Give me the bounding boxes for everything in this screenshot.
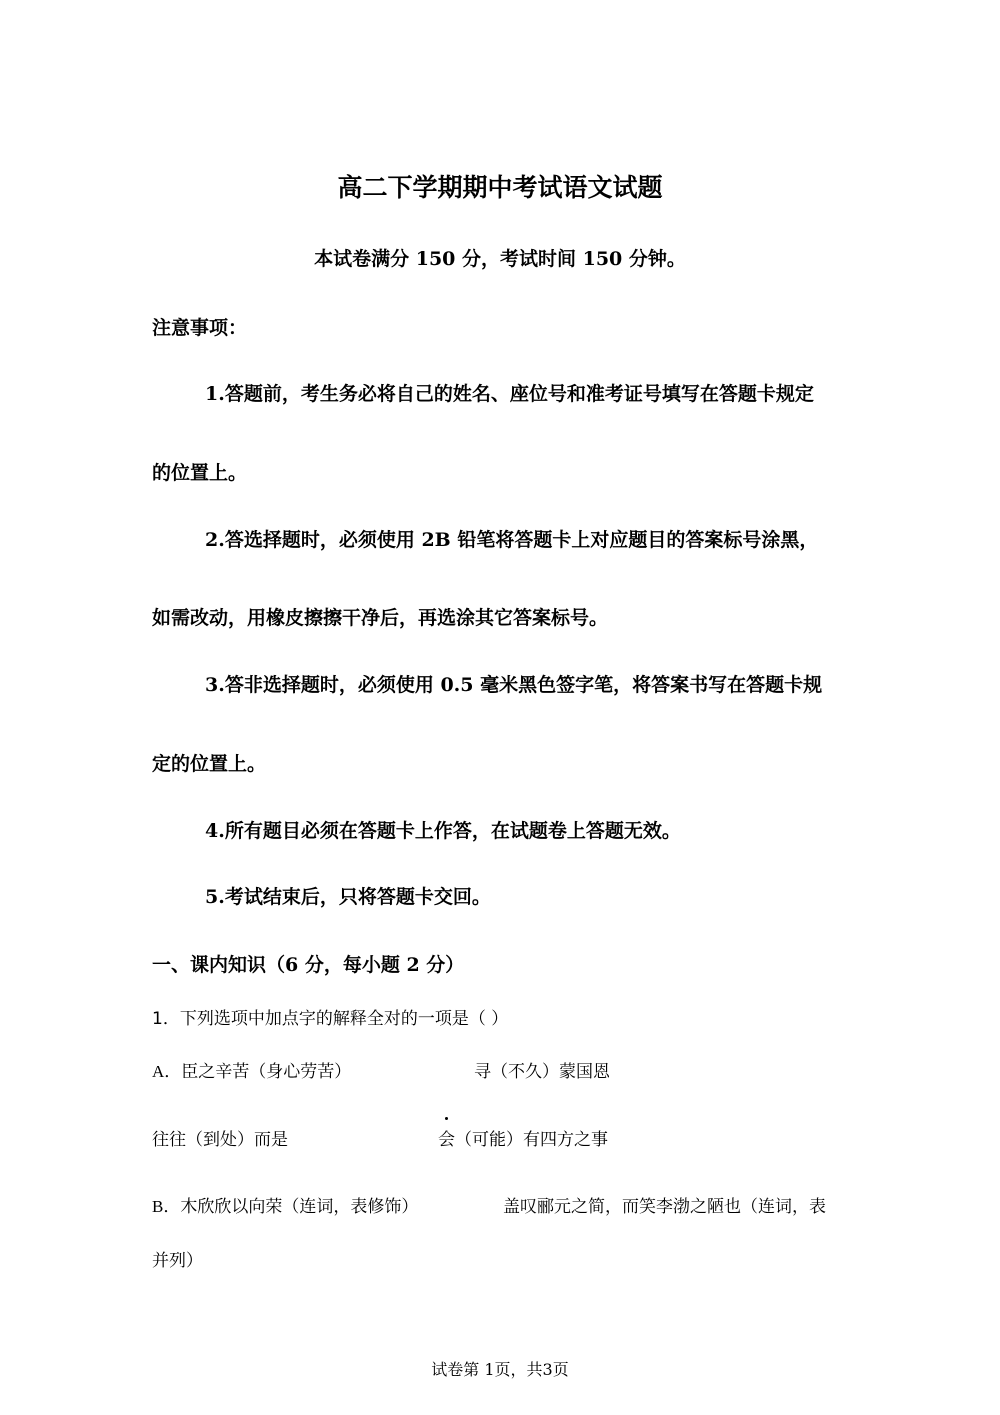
dotted-word: 而: [622, 1197, 639, 1217]
notice-item-2: 2.答选择题时，必须使用 2B 铅笔将答题卡上对应题目的答案标号涂黑，: [205, 529, 819, 551]
dotted-word: 会: [438, 1125, 455, 1150]
option-b-part1: [152, 1192, 418, 1217]
page-title: 高二下学期期中考试语文试题: [337, 173, 663, 202]
dotted-word: 辛苦: [215, 1062, 250, 1082]
question-stem: 1．下列选项中加点字的解释全对的一项是（ ）: [152, 1009, 509, 1029]
option-a-part3: [152, 1125, 288, 1150]
option-a-gloss: （不久）蒙国恩: [491, 1062, 610, 1082]
option-a-text: 臣之: [181, 1062, 216, 1082]
emphasis-dot: [445, 1117, 448, 1120]
option-b-part2: [503, 1192, 826, 1217]
notice-heading: 注意事项：: [152, 317, 248, 339]
option-a-gloss: （到处）而是: [186, 1130, 288, 1150]
notice-item-1: 1.答题前，考生务必将自己的姓名、座位号和准考证号填写在答题卡规定: [205, 383, 814, 405]
option-a-gloss: （身心劳苦）: [249, 1062, 352, 1082]
notice-item-3-cont: 定的位置上。: [152, 753, 267, 775]
exam-info: 本试卷满分 150 分，考试时间 150 分钟。: [314, 248, 686, 270]
dotted-word: 寻: [474, 1062, 491, 1082]
option-b-cont: 并列）: [152, 1251, 203, 1271]
dotted-word: 以: [231, 1197, 249, 1217]
option-b-text: 盖叹郦元之简，: [503, 1197, 622, 1217]
section-heading: 一、课内知识（6 分，每小题 2 分）: [152, 954, 465, 976]
option-a-letter: A．: [152, 1062, 182, 1081]
option-b-letter: B．: [152, 1197, 181, 1216]
option-a-part1: [152, 1057, 351, 1082]
notice-item-4: 4.所有题目必须在答题卡上作答，在试题卷上答题无效。: [205, 820, 681, 842]
option-b-gloss: 向荣（连词，表修饰）: [248, 1197, 419, 1217]
option-b-gloss: 笑李渤之陋也（连词，表: [639, 1197, 826, 1217]
notice-item-5: 5.考试结束后，只将答题卡交回。: [205, 886, 491, 908]
option-a-part2: [474, 1057, 610, 1082]
option-a-gloss: （可能）有四方之事: [455, 1130, 608, 1150]
notice-item-3: 3.答非选择题时，必须使用 0.5 毫米黑色签字笔，将答案书写在答题卡规: [205, 674, 823, 696]
notice-item-1-cont: 的位置上。: [152, 462, 248, 484]
option-a-part4: [438, 1125, 608, 1150]
dotted-word: 往往: [152, 1130, 186, 1150]
page-footer: 试卷第 1页，共3页: [431, 1360, 569, 1379]
option-b-text: 木欣欣: [180, 1197, 232, 1217]
notice-item-2-cont: 如需改动，用橡皮擦擦干净后，再选涂其它答案标号。: [152, 607, 609, 629]
